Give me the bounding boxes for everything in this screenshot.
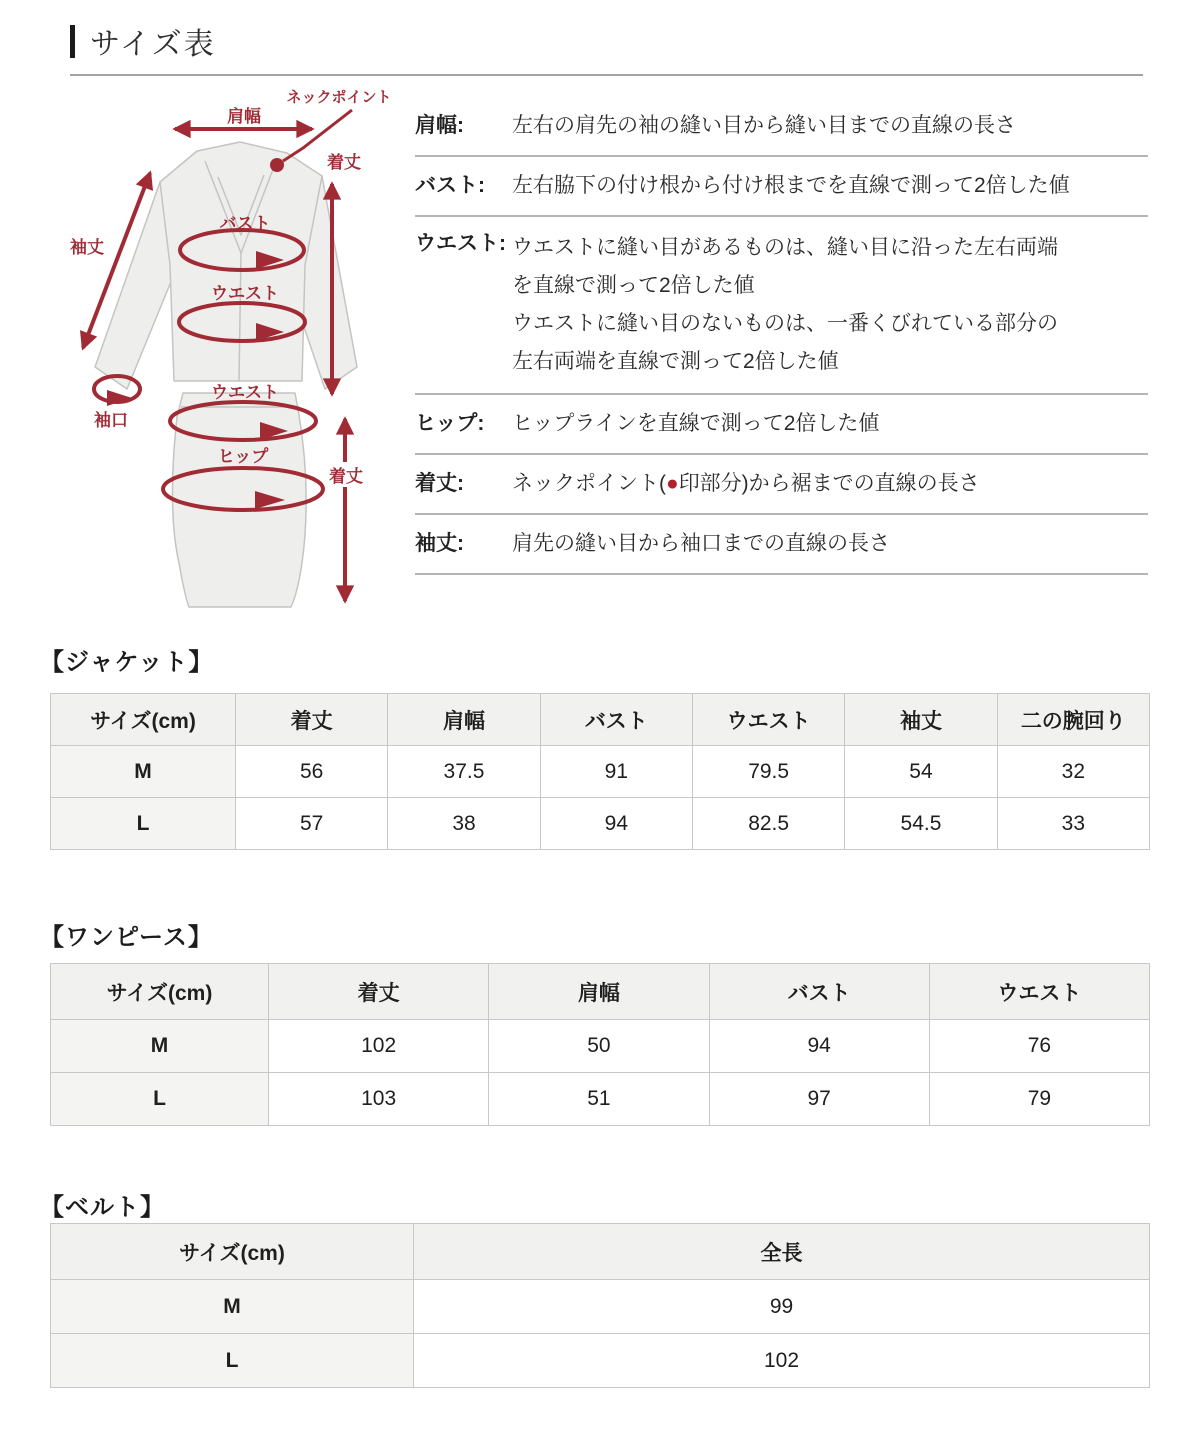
value-cell: 94 [709,1020,929,1073]
jacket-row-m [51,746,1150,798]
value-cell: 57 [236,798,388,850]
size-label-cell: L [51,1073,269,1126]
size-label-cell: L [51,1334,414,1388]
value-cell: 37.5 [388,746,540,798]
page-title: サイズ表 [90,28,216,61]
jacket-waist-label: ウエスト [211,284,279,303]
definition-row-waist [415,217,1148,395]
definition-text: 肩先の縫い目から袖口までの直線の長さ [512,532,890,555]
value-cell: 91 [540,746,692,798]
size-label-cell: M [51,1280,414,1334]
header-cell: 袖丈 [845,694,997,746]
value-cell: 97 [709,1073,929,1126]
title-divider [70,74,1143,76]
onepiece-row-l [51,1073,1150,1126]
value-cell: 32 [997,746,1149,798]
definition-row-hip [415,395,1148,455]
header-cell: ウエスト [929,964,1149,1020]
value-cell: 102 [414,1334,1150,1388]
definition-term: ウエスト: [415,232,506,255]
header-cell: 肩幅 [489,964,709,1020]
belt-header-row [51,1224,1150,1280]
length-def-pre: ネックポイント( [512,472,666,495]
header-cell: バスト [709,964,929,1020]
definition-term: 着丈: [415,472,464,495]
onepiece-header-row [51,964,1150,1020]
header-cell: サイズ(cm) [51,964,269,1020]
length-def-post: 印部分)から裾までの直線の長さ [678,472,980,495]
jacket-table-title: 【ジャケット】 [40,649,214,676]
definition-term: バスト: [415,174,485,197]
value-cell: 82.5 [692,798,844,850]
measurement-diagram [55,85,420,630]
size-label-cell: L [51,798,236,850]
onepiece-size-table [50,963,1150,1126]
size-label-cell: M [51,746,236,798]
jacket-size-table [50,693,1150,850]
cuff-label: 袖口 [94,411,128,430]
value-cell: 76 [929,1020,1149,1073]
section-header [70,20,216,62]
definition-text [512,469,980,499]
definition-row-length [415,455,1148,515]
definition-term: 袖丈: [415,532,464,555]
value-cell: 54.5 [845,798,997,850]
value-cell: 102 [269,1020,489,1073]
skirt-length-label: 着丈 [329,467,363,486]
measurement-definitions [415,97,1148,575]
size-label-cell: M [51,1020,269,1073]
header-cell: 肩幅 [388,694,540,746]
waist-definition-seamless: ウエストに縫い目のないものは、一番くびれている部分の左右両端を直線で測って2倍した値 [512,312,1058,373]
value-cell: 99 [414,1280,1150,1334]
bust-label: バスト [219,214,271,233]
belt-table-title: 【ベルト】 [40,1194,165,1221]
definition-text: 左右脇下の付け根から付け根までを直線で測って2倍した値 [512,174,1070,197]
value-cell: 50 [489,1020,709,1073]
value-cell: 79.5 [692,746,844,798]
header-cell: 着丈 [236,694,388,746]
header-cell: 全長 [414,1224,1150,1280]
value-cell: 56 [236,746,388,798]
hip-label: ヒップ [217,447,269,466]
definition-row-sleeve [415,515,1148,575]
neck-point-dot-glyph: ● [666,472,679,495]
definition-term: ヒップ: [415,412,485,435]
value-cell: 38 [388,798,540,850]
neck-point-label: ネックポイント [286,89,392,106]
belt-row-l [51,1334,1150,1388]
jacket-length-label: 着丈 [327,153,361,172]
onepiece-table-title: 【ワンピース】 [40,924,213,951]
header-cell: 二の腕回り [997,694,1149,746]
neck-point-dot [270,158,284,172]
shoulder-width-label: 肩幅 [227,107,261,126]
value-cell: 51 [489,1073,709,1126]
waist-definition-seamed: ウエストに縫い目があるものは、縫い目に沿った左右両端を直線で測って2倍した値 [512,236,1058,297]
value-cell: 94 [540,798,692,850]
value-cell: 54 [845,746,997,798]
title-accent-bar [70,25,75,58]
value-cell: 103 [269,1073,489,1126]
definition-text: ヒップラインを直線で測って2倍した値 [512,412,880,435]
definition-term: 肩幅: [415,114,464,137]
skirt-waist-label: ウエスト [211,383,279,402]
header-cell: サイズ(cm) [51,1224,414,1280]
value-cell: 79 [929,1073,1149,1126]
belt-row-m [51,1280,1150,1334]
value-cell: 33 [997,798,1149,850]
definition-row-shoulder [415,97,1148,157]
header-cell: 着丈 [269,964,489,1020]
header-cell: バスト [540,694,692,746]
sleeve-length-label: 袖丈 [70,238,104,257]
definition-row-bust [415,157,1148,217]
jacket-row-l [51,798,1150,850]
onepiece-row-m [51,1020,1150,1073]
jacket-header-row [51,694,1150,746]
belt-size-table [50,1223,1150,1388]
definition-text: 左右の肩先の袖の縫い目から縫い目までの直線の長さ [512,114,1016,137]
definition-text [512,229,1074,381]
header-cell: サイズ(cm) [51,694,236,746]
header-cell: ウエスト [692,694,844,746]
